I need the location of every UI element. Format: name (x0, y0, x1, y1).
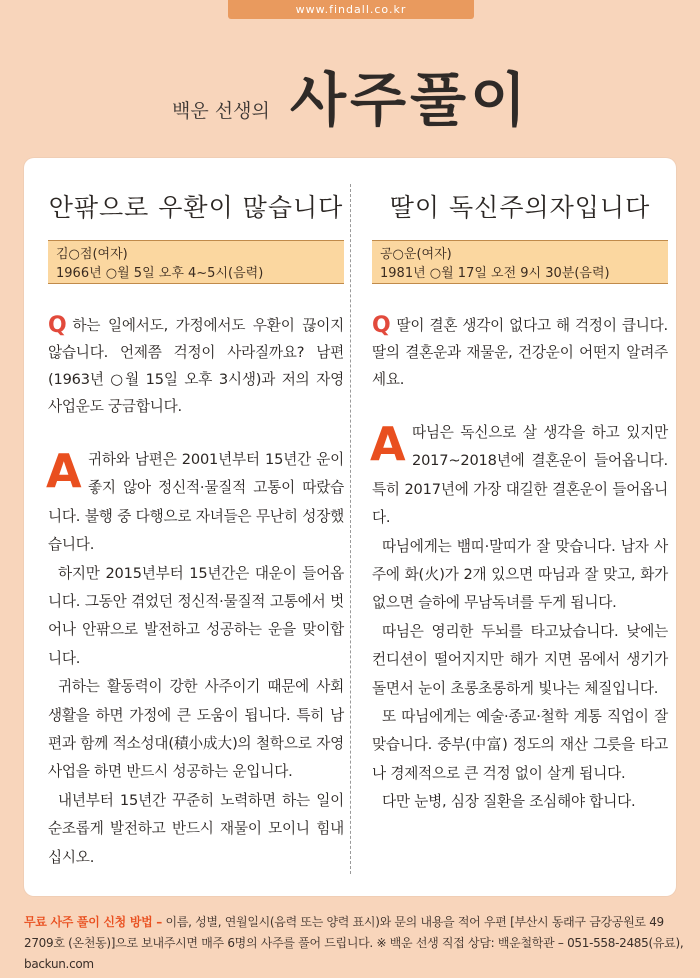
answer-paragraph: 따님은 영리한 두뇌를 타고났습니다. 낮에는 컨디션이 떨어지지만 해가 지면 몸에서 생기가 돌면서 눈이 초롱초롱하게 빛나는 체질입니다. (372, 622, 668, 697)
answer-paragraph: 또 따님에게는 예술·종교·철학 계통 직업이 잘 맞습니다. 중부(中富) 정도의 재산 그릇을 타고나 경제적으로 큰 걱정 없이 살게 됩니다. (372, 708, 668, 782)
content-card (24, 158, 676, 896)
person-name: 김○점(여자) (56, 247, 128, 262)
answer-paragraph: 따님에게는 뱀띠·말띠가 잘 맞습니다. 남자 사주에 화(火)가 2개 있으면 따님과 잘 맞고, 화가 없으면 슬하에 무남독녀를 두게 됩니다. (372, 537, 668, 612)
footer-label: 무료 사주 풀이 신청 방법 – (24, 915, 163, 929)
answer-text (372, 419, 668, 817)
page-title: 사주풀이 (290, 66, 531, 134)
question-text (48, 312, 344, 420)
column-left (48, 158, 344, 872)
site-url[interactable]: www.findall.co.kr (228, 0, 474, 19)
footer-text: 이름, 성별, 연월일시(음력 또는 양력 표시)와 문의 내용을 적어 우편 [부산시 동래구 금강공원로 49 2709호 (온천동)]으로 보내주시면 매주 6명의 사주를 풀어 드립니다. (24, 915, 664, 950)
column-title: 딸이 독신주의자입니다 (389, 193, 651, 222)
person-info-box (372, 240, 668, 284)
person-info-box (48, 240, 344, 284)
answer-text (48, 446, 344, 872)
answer-paragraph: 하지만 2015년부터 15년간은 대운이 들어옵니다. 그동안 겪었던 정신적·물질적 고통에서 벗어나 안팎으로 발전하고 성공하는 운을 맞이합니다. (48, 564, 344, 667)
page-header (0, 40, 700, 134)
column-right (372, 158, 668, 817)
a-mark: A (370, 417, 406, 471)
a-mark: A (46, 444, 82, 498)
footer-contact[interactable]: ※ 백운 선생 직접 상담: 백운철학관 – 051-558-2485(유료), backun.com (24, 936, 684, 971)
answer-paragraph: 내년부터 15년간 꾸준히 노력하면 하는 일이 순조롭게 발전하고 반드시 재물이 모이니 힘내십시오. (48, 791, 344, 866)
answer-paragraph: 귀하는 활동력이 강한 사주이기 때문에 사회생활을 하면 가정에 큰 도움이 됩니다. 특히 남편과 함께 적소성대(積小成大)의 철학으로 자영 사업을 하면 반드시 성공하는 운입니다. (48, 678, 344, 781)
footer-note (24, 912, 684, 975)
q-mark: Q (372, 313, 391, 338)
answer-paragraph: 따님은 독신으로 살 생각을 하고 있지만 2017~2018년에 결혼운이 들어옵니다. 특히 2017년에 가장 대길한 결혼운이 들어옵니다. (372, 424, 668, 527)
person-birth: 1966년 ○월 5일 오후 4~5시(음력) (56, 266, 264, 281)
column-divider (350, 184, 351, 874)
q-mark: Q (48, 313, 67, 338)
question-body: 하는 일에서도, 가정에서도 우환이 끊이지 않습니다. 언제쯤 걱정이 사라질까요? 남편(1963년 ○월 15일 오후 3시생)과 저의 자영 사업운도 궁금합니다. (48, 317, 344, 415)
answer-paragraph: 다만 눈병, 심장 질환을 조심해야 합니다. (382, 793, 636, 811)
person-name: 공○운(여자) (380, 247, 452, 262)
column-title: 안팎으로 우환이 많습니다 (48, 193, 344, 222)
question-text (372, 312, 668, 393)
header-subtitle: 백운 선생의 (172, 100, 270, 122)
answer-paragraph: 귀하와 남편은 2001년부터 15년간 운이 좋지 않아 정신적·물질적 고통이 따랐습니다. 불행 중 다행으로 자녀들은 무난히 성장했습니다. (48, 451, 344, 554)
question-body: 딸이 결혼 생각이 없다고 해 걱정이 큽니다. 딸의 결혼운과 재물운, 건강운이 어떤지 알려주세요. (372, 317, 668, 388)
person-birth: 1981년 ○월 17일 오전 9시 30분(음력) (380, 266, 610, 281)
